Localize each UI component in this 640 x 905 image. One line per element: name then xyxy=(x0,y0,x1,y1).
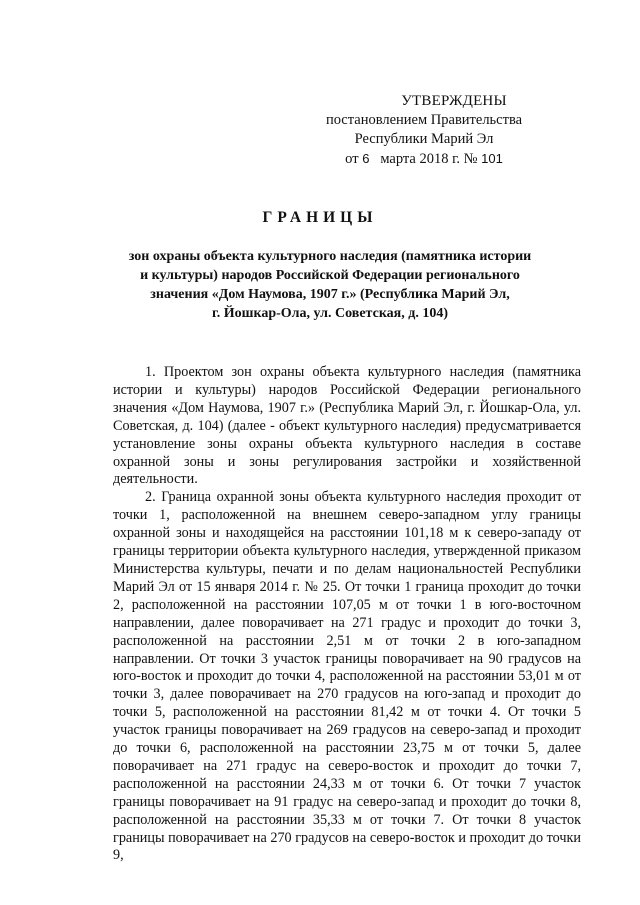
approval-date-line xyxy=(304,149,544,169)
subtitle-line: зон охраны объекта культурного наследия (памятника истории xyxy=(128,249,532,264)
subtitle-line: г. Йошкар-Ола, ул. Советская, д. 104) xyxy=(211,306,448,321)
document-body xyxy=(113,364,581,865)
approved-heading: УТВЕРЖДЕНЫ xyxy=(401,93,507,109)
subtitle-line: значения «Дом Наумова, 1907 г.» (Республика Марий Эл, xyxy=(150,287,510,302)
decree-number: 101 xyxy=(481,151,503,166)
approval-line-2: Республики Марий Эл xyxy=(354,131,494,147)
document-title: ГРАНИЦЫ xyxy=(262,209,378,226)
date-prefix: от xyxy=(345,151,359,167)
paragraph-2: 2. Граница охранной зоны объекта культурного наследия проходит от точки 1, расположенной на внешнем северо-западном углу границы охранной зоны и находящейся на расстоянии 101,18 м к северо-западу от границы территории объекта культурного наследия, утвержденной приказом Министерства культуры, печати и по делам национальностей Республики Марий Эл от 15 января 2014 г. № 25. От точки 1 граница проходит до точки 2, расположенной на расстоянии 107,05 м от точки 1 в юго-восточном направлении, далее поворачивает на 271 градус и проходит до точки 3, расположенной на расстоянии 2,51 м от точки 2 в юго-западном направлении. От точки 3 участок границы поворачивает на 90 градусов на юго-восток и проходит до точки 4, расположенной на расстоянии 53,01 м от точки 3, далее поворачивает на 270 градусов на юго-запад и проходит до точки 5, расположенной на расстоянии 81,42 м от точки 4. От точки 5 участок границы поворачивает на 269 градусов на северо-запад и проходит до точки 6, расположенной на расстоянии 23,75 м от точки 5, далее поворачивает на 271 градус на северо-восток и проходит до точки 7, расположенной на расстоянии 24,33 м от точки 6. От точки 7 участок границы поворачивает на 91 градус на северо-запад и проходит до точки 8, расположенной на расстоянии 35,33 м от точки 7. От точки 8 участок границы поворачивает на 270 градусов на северо-восток и проходит до точки 9, xyxy=(113,489,581,864)
date-month-year: марта 2018 г. № xyxy=(380,151,478,167)
approval-line-1: постановлением Правительства xyxy=(325,112,523,128)
paragraph-1: 1. Проектом зон охраны объекта культурного наследия (памятника истории и культуры) народов Российской Федерации регионального значения «Дом Наумова, 1907 г.» (Республика Марий Эл, г. Йошкар-Ола, ул. Советская, д. 104) (далее - объект культурного наследия) предусматривается установление зоны охраны объекта культурного наследия в составе охранной зоны и зоны регулирования застройки и хозяйственной деятельности. xyxy=(113,364,581,488)
date-day: 6 xyxy=(362,151,370,166)
document-subtitle xyxy=(100,247,560,323)
subtitle-line: и культуры) народов Российской Федерации регионального xyxy=(140,268,520,283)
approval-block xyxy=(304,92,544,169)
